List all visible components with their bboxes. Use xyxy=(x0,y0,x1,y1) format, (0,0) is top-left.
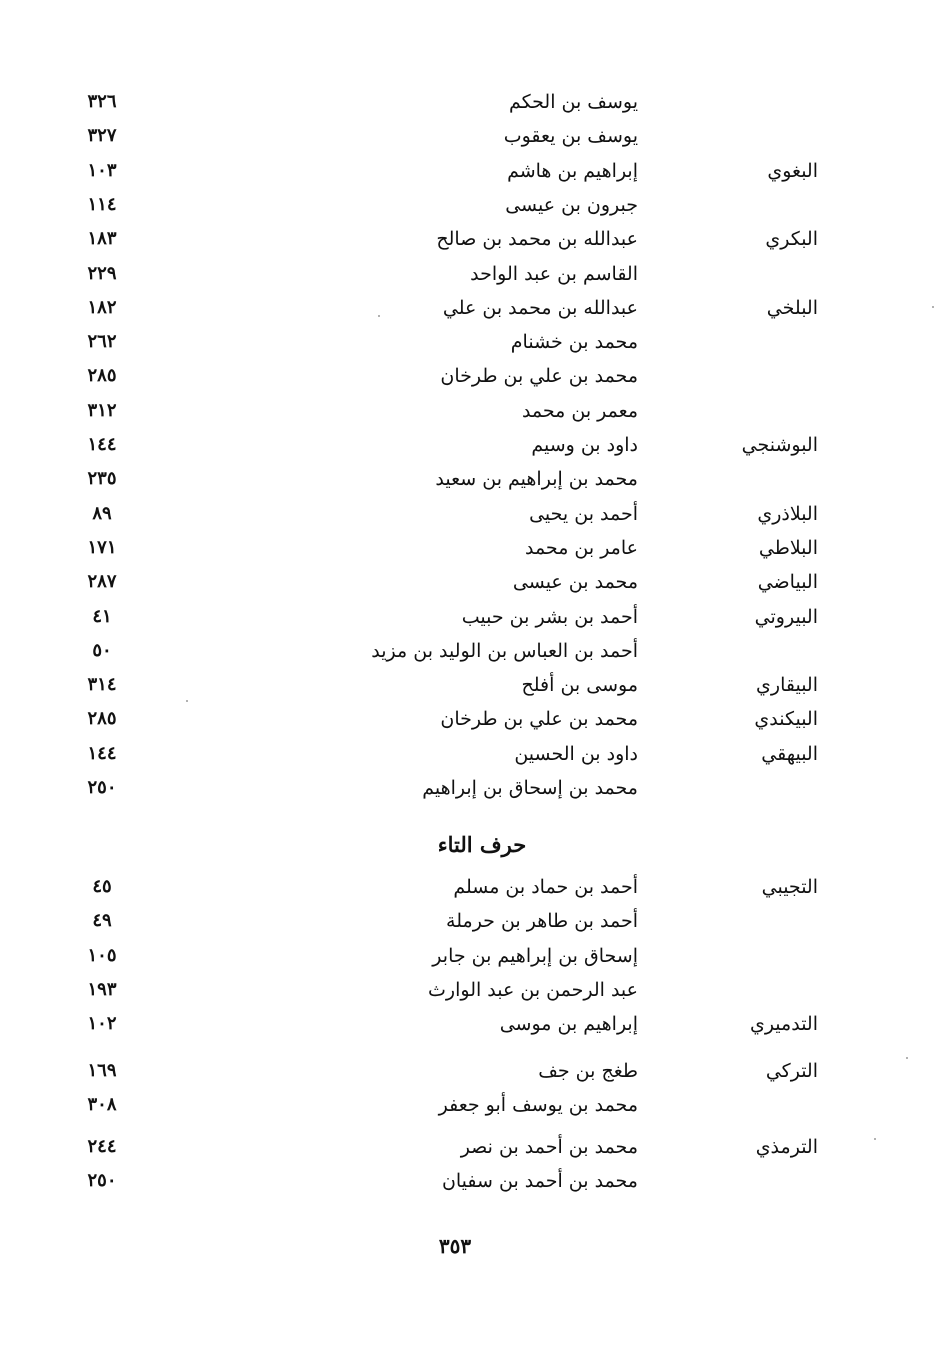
person-name: أحمد بن طاهر بن حرملة xyxy=(446,910,638,932)
person-name: عامر بن محمد xyxy=(524,536,638,559)
index-entry xyxy=(0,568,934,600)
index-entry xyxy=(0,1010,934,1042)
nisba-label: البيقاري xyxy=(756,674,818,697)
index-entry xyxy=(0,157,934,189)
nisba-label: البغوي xyxy=(767,159,818,182)
index-entry xyxy=(0,397,934,429)
page-reference: ٤٥ xyxy=(92,876,112,897)
index-entry xyxy=(0,1167,934,1199)
page-reference: ٢٨٧ xyxy=(87,571,117,593)
person-name: يوسف بن الحكم xyxy=(509,91,638,113)
nisba-label: البلخي xyxy=(766,296,818,319)
page-reference: ٢٣٥ xyxy=(87,468,117,490)
nisba-label: الترمذي xyxy=(755,1136,818,1158)
index-entry xyxy=(0,225,934,257)
person-name: معمر بن محمد xyxy=(521,399,638,422)
person-name: جبرون بن عيسى xyxy=(505,193,638,216)
page-reference: ٣٢٦ xyxy=(87,91,117,112)
page-reference: ٣٢٧ xyxy=(87,125,117,147)
index-entry xyxy=(0,88,934,120)
page-reference: ١٦٩ xyxy=(87,1060,117,1081)
person-name: إسحاق بن إبراهيم بن جابر xyxy=(432,945,638,967)
person-name: محمد بن أحمد بن سفيان xyxy=(441,1170,638,1192)
index-entry xyxy=(0,500,934,532)
section-heading-ta: حرف التاء xyxy=(437,832,527,857)
index-entry xyxy=(0,465,934,497)
page-reference: ٢٦٢ xyxy=(87,331,117,353)
index-entry xyxy=(0,191,934,223)
nisba-label: البلاطي xyxy=(758,536,818,559)
person-name: محمد بن إسحاق بن إبراهيم xyxy=(422,777,638,799)
nisba-label: التجيبي xyxy=(761,876,818,898)
nisba-label: البوشنجي xyxy=(741,434,818,456)
person-name: عبد الرحمن بن عبد الوارث xyxy=(428,979,638,1001)
page-reference: ١٨٣ xyxy=(87,228,117,250)
page-reference: ١٧١ xyxy=(87,536,117,558)
index-entry xyxy=(0,976,934,1008)
scan-speck xyxy=(874,1138,876,1140)
page-reference: ١٠٥ xyxy=(87,945,117,966)
person-name: إبراهيم بن موسى xyxy=(499,1013,638,1035)
index-entry xyxy=(0,328,934,360)
person-name: أحمد بن العباس بن الوليد بن مزيد xyxy=(371,639,638,662)
person-name: يوسف بن يعقوب xyxy=(503,125,638,148)
nisba-label: البيكندي xyxy=(754,708,818,731)
index-entry xyxy=(0,1057,934,1089)
person-name: محمد بن أحمد بن نصر xyxy=(460,1136,638,1158)
page-reference: ١١٤ xyxy=(87,193,117,215)
page-reference: ١٨٢ xyxy=(87,296,117,318)
scan-speck xyxy=(186,700,188,702)
index-entry xyxy=(0,1133,934,1165)
person-name: أحمد بن يحيى xyxy=(529,502,638,525)
page-reference: ٣١٢ xyxy=(87,399,117,421)
index-entry xyxy=(0,534,934,566)
nisba-label: البكري xyxy=(765,228,818,251)
index-entry xyxy=(0,637,934,669)
person-name: عبدالله بن محمد بن صالح xyxy=(436,228,638,251)
nisba-label: التدميري xyxy=(749,1013,818,1035)
person-name: داود بن الحسين xyxy=(514,742,638,765)
person-name: القاسم بن عبد الواحد xyxy=(470,262,638,285)
person-name: محمد بن علي بن طرخان xyxy=(440,708,638,731)
page-number: ٣٥٣ xyxy=(438,1234,472,1258)
nisba-label: البلاذري xyxy=(757,502,818,525)
page-reference: ٢٥٠ xyxy=(87,1170,117,1191)
index-entry xyxy=(0,294,934,326)
index-entry xyxy=(0,431,934,463)
page-reference: ٣٠٨ xyxy=(87,1094,117,1115)
person-name: داود بن وسيم xyxy=(531,434,638,456)
page-reference: ٢٢٩ xyxy=(87,262,117,284)
page-reference: ١٠٣ xyxy=(87,159,117,181)
page-reference: ٨٩ xyxy=(92,502,112,524)
person-name: طغج بن جف xyxy=(538,1060,638,1082)
page-reference: ٣١٤ xyxy=(87,674,117,696)
nisba-label: التركي xyxy=(765,1060,818,1082)
person-name: أحمد بن بشر بن حبيب xyxy=(461,605,638,628)
page-reference: ٤٩ xyxy=(92,910,112,931)
index-entry xyxy=(0,705,934,737)
page-reference: ٥٠ xyxy=(92,639,112,661)
page-reference: ٤١ xyxy=(92,605,112,627)
person-name: محمد بن خشنام xyxy=(510,331,638,354)
nisba-label: البياضي xyxy=(757,571,818,594)
page-reference: ١٤٤ xyxy=(87,434,117,455)
index-entry xyxy=(0,260,934,292)
index-entry xyxy=(0,907,934,939)
person-name: أحمد بن حماد بن مسلم xyxy=(453,876,638,898)
index-entry xyxy=(0,122,934,154)
page-reference: ٢٨٥ xyxy=(87,708,117,730)
scan-speck xyxy=(378,315,380,317)
nisba-label: البيهقي xyxy=(761,742,818,765)
index-entry xyxy=(0,1091,934,1123)
index-entry xyxy=(0,774,934,806)
nisba-label: البيروتي xyxy=(754,605,818,628)
person-name: محمد بن علي بن طرخان xyxy=(440,365,638,388)
index-entry xyxy=(0,873,934,905)
index-entry xyxy=(0,362,934,394)
index-entry xyxy=(0,942,934,974)
scan-speck xyxy=(906,1057,908,1059)
person-name: محمد بن إبراهيم بن سعيد xyxy=(435,468,638,491)
page-reference: ١٩٣ xyxy=(87,979,117,1000)
page-reference: ٢٤٤ xyxy=(87,1136,117,1157)
person-name: محمد بن عيسى xyxy=(512,571,638,594)
index-entry xyxy=(0,603,934,635)
person-name: إبراهيم بن هاشم xyxy=(507,159,638,182)
index-entry xyxy=(0,740,934,772)
person-name: عبدالله بن محمد بن علي xyxy=(442,296,638,319)
page-reference: ١٠٢ xyxy=(87,1013,117,1034)
page-reference: ١٤٤ xyxy=(87,742,117,764)
page-reference: ٢٥٠ xyxy=(87,777,117,798)
person-name: محمد بن يوسف أبو جعفر xyxy=(438,1094,638,1116)
person-name: موسى بن أفلح xyxy=(521,674,638,697)
index-entry xyxy=(0,671,934,703)
page-reference: ٢٨٥ xyxy=(87,365,117,387)
